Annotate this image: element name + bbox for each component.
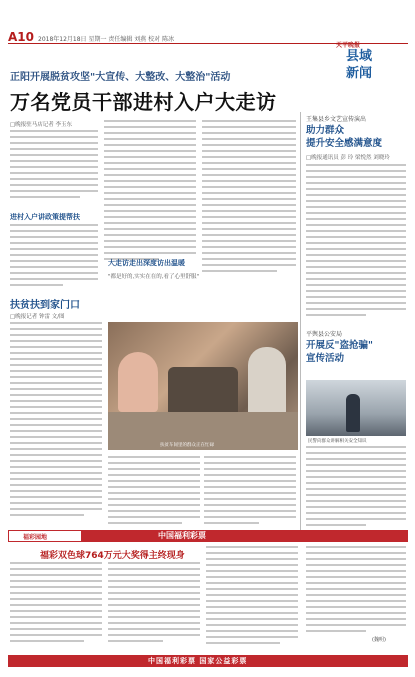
lead-body-col1 [10,130,98,202]
lottery-body-col2 [108,562,200,646]
lead-body-col2 [104,120,196,264]
lead-body-col3 [202,120,296,276]
feature-photo [108,322,298,450]
page-number: A10 [8,30,34,44]
side1-title [306,124,382,150]
lottery-body-col3 [206,546,298,648]
lottery-column-title: 中国福利彩票 [158,531,206,540]
lottery-headline: 福彩双色球764万元大奖得主终现身 [40,551,185,561]
lead-headline: 万名党员干部进村入户大走访 [10,90,277,114]
side1-byline: □晚报通讯员 彭 玲 梁悦然 刘晓玲 [306,155,390,161]
column-divider [300,112,301,530]
section-title-line2: 新闻 [346,66,373,81]
lottery-banner [8,530,408,542]
section-logo [336,40,406,82]
feature-body-col1 [10,322,102,520]
side1-title-line1: 助力群众 [306,125,345,136]
feature-photo-caption: 扶贫车间里的群众正在忙碌 [160,443,214,448]
feature-byline: □晚报记者 钟雷 文/图 [10,314,65,320]
header-meta: 2018年12月18日 星期一 责任编辑 刘燕 校对 陈冰 [38,36,175,43]
feature-title: 扶贫扶到家门口 [10,300,80,311]
side2-title-line1: 开展反"盗抢骗" [306,340,373,351]
lead-byline: □晚报驻马店记者 李玉东 [10,122,72,128]
lead-subhead-2: 大走访走出深度访出温暖 [108,259,185,267]
lottery-body-col1 [10,562,102,646]
section-title [346,48,372,82]
side1-title-line2: 提升安全感满意度 [306,138,383,149]
side2-title-line2: 宣传活动 [306,353,345,364]
side2-title [306,339,373,365]
side1-body [306,164,406,320]
lottery-badge-text: 福彩园地 [23,534,48,541]
side2-body [306,446,406,530]
lead-body-col1b [10,224,98,290]
footer-banner [8,655,408,667]
lottery-author: (魏明) [372,637,386,643]
lead-subhead-1: 进村入户讲政策提帮扶 [10,213,80,221]
lead-subhead-2-note: "都是好的,实实在在的,看了心里舒服" [108,274,200,280]
side1-kicker: 王集县乡文艺宣传演出 [306,116,367,123]
feature-body-col3 [204,456,296,528]
feature-body-col2 [108,456,200,528]
newspaper-name: 天平晚报 [336,42,361,49]
side2-kicker: 平舆县公安局 [306,331,343,338]
lead-kicker: 正阳开展脱贫攻坚"大宣传、大整改、大整治"活动 [10,72,231,83]
lottery-body-col4 [306,546,406,636]
section-title-line1: 县域 [346,49,373,64]
footer-text: 中国福利彩票 国家公益彩票 [148,657,248,665]
side2-photo [306,380,406,436]
lottery-badge [8,530,82,542]
side2-photo-caption: 民警向群众讲解相关安全知识 [308,439,367,444]
